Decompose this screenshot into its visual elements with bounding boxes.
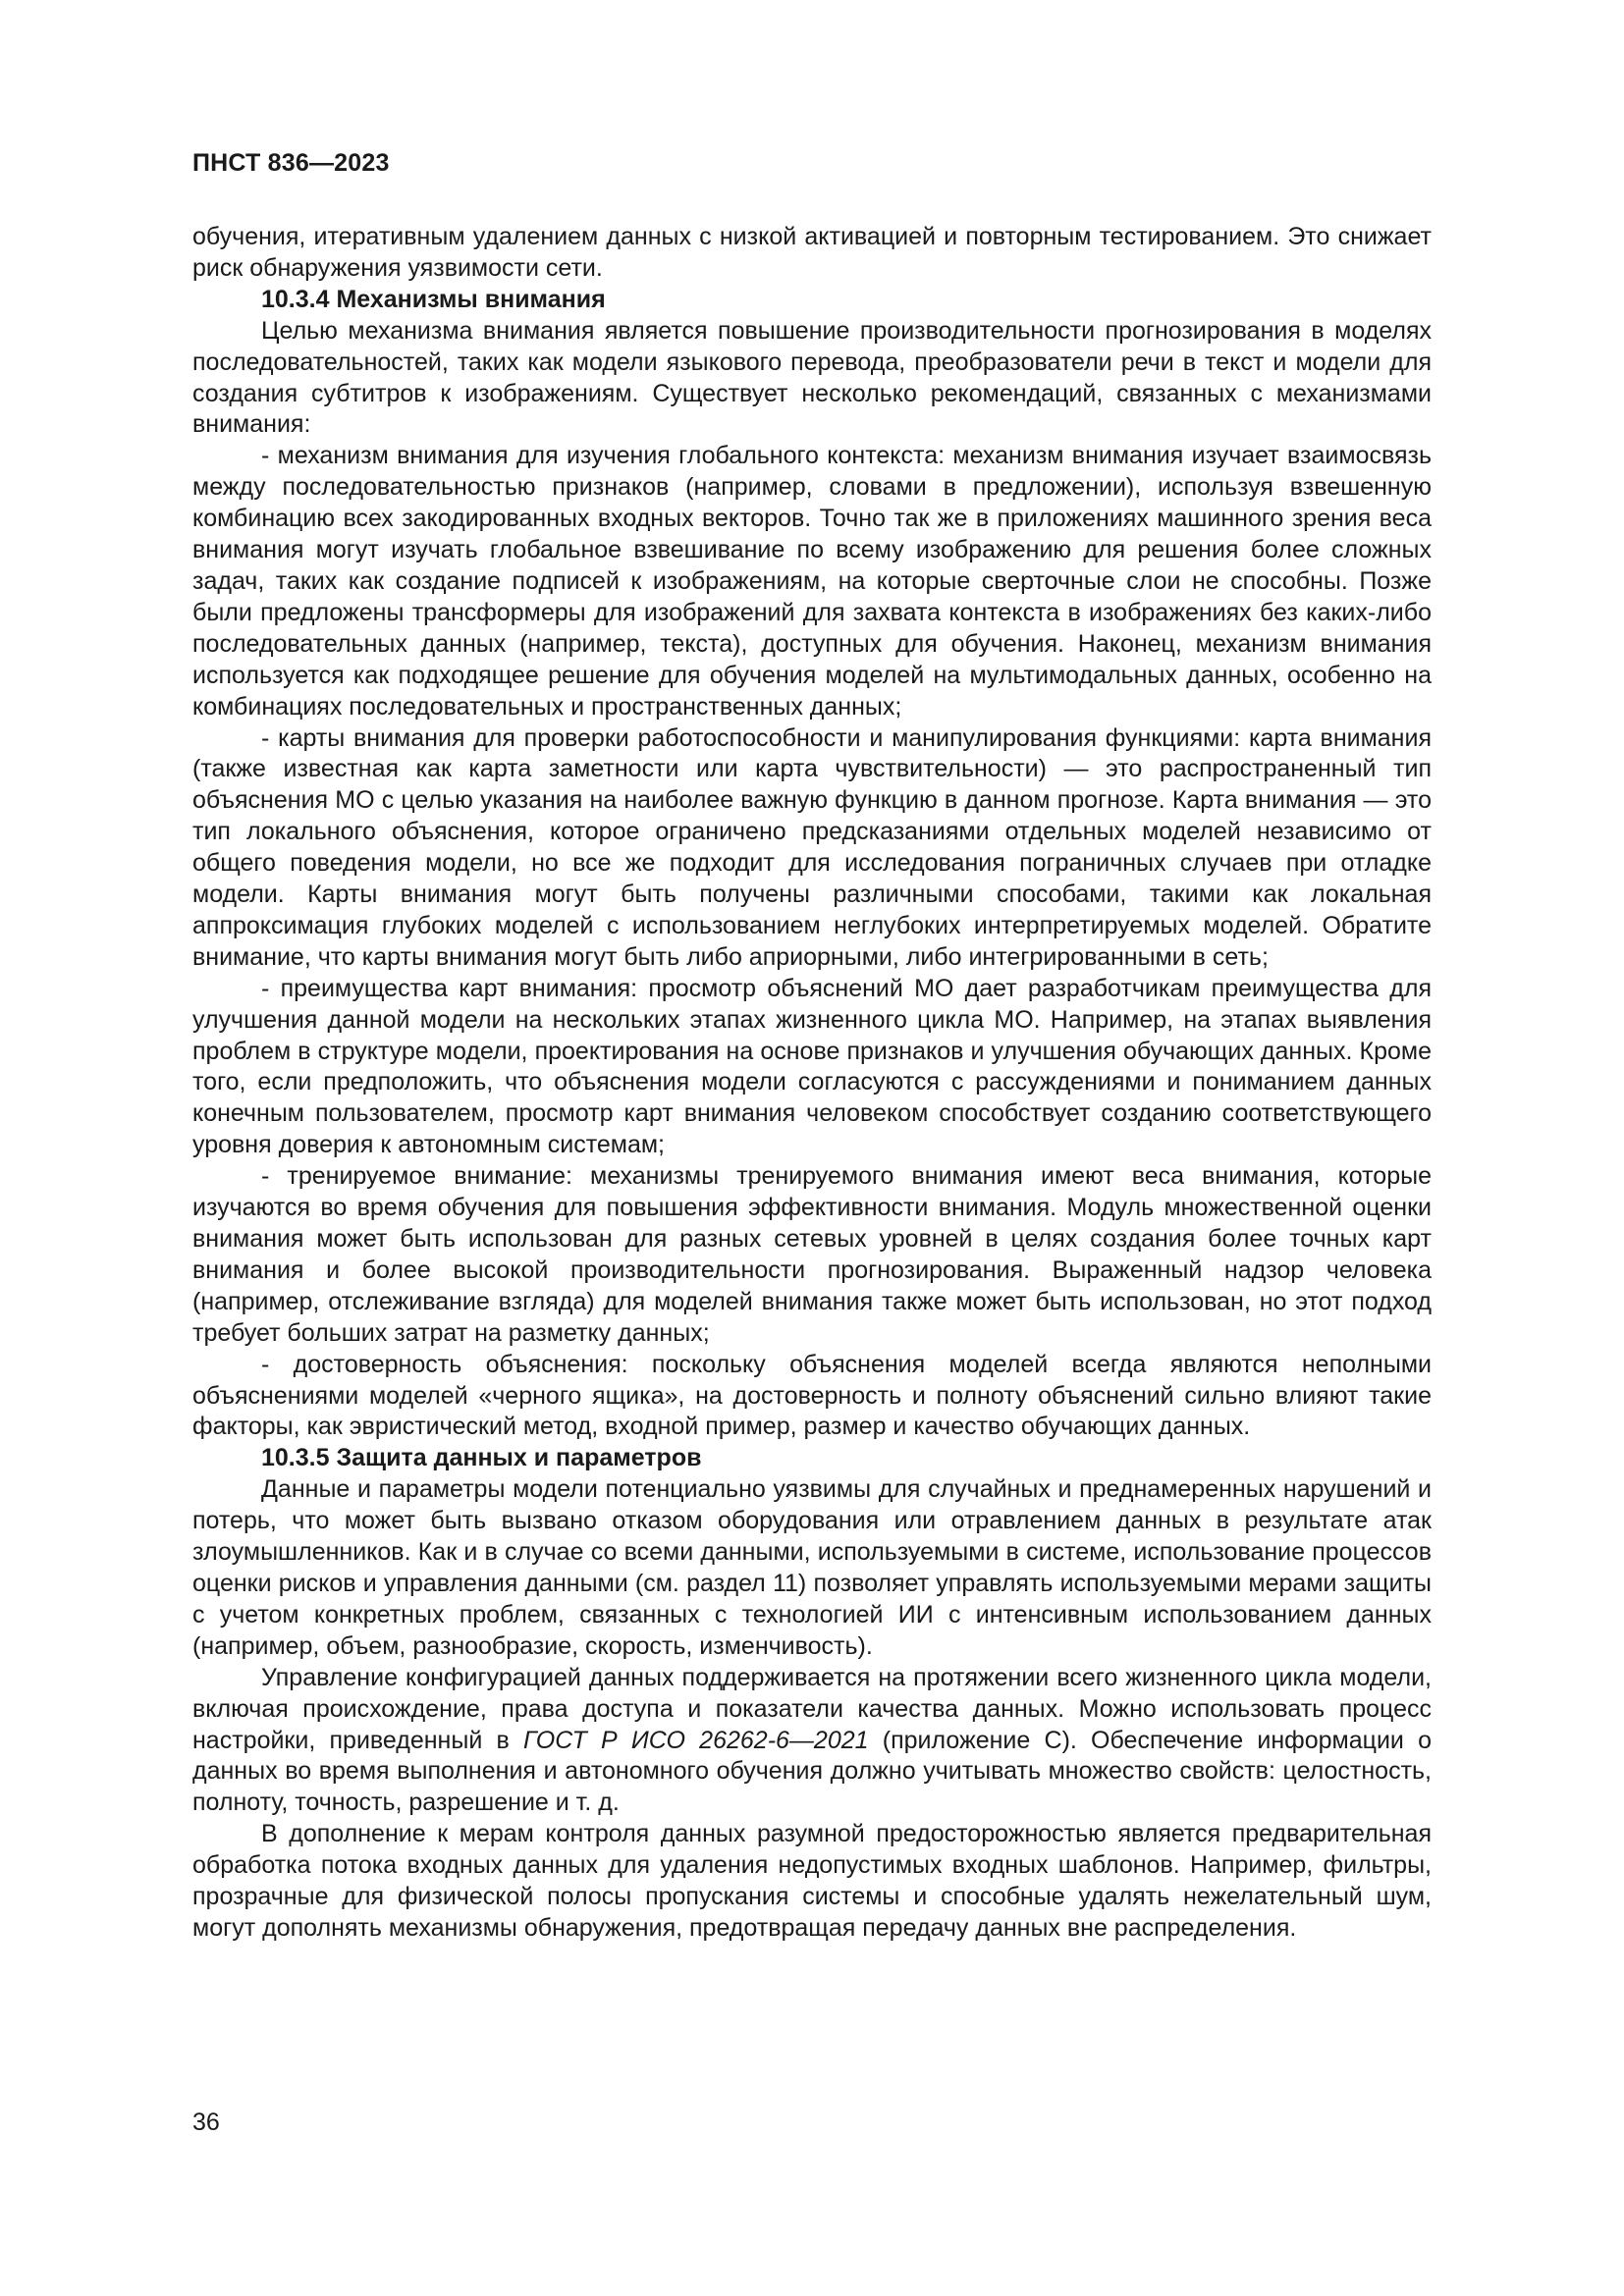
paragraph-input-filtering: В дополнение к мерам контроля данных разумной предосторожностью является предварительная обработка потока входных данных для удаления недопустимых входных шаблонов. Например, фильтры, прозрачные для физической полосы пропускания системы и способные удалять нежелательный шум, могут дополнять механизмы обнаружения, предотвращая передачу данных вне распределения. [192,1820,1432,1942]
list-item-trainable-attention: - тренируемое внимание: механизмы тренируемого внимания имеют веса внимания, которые изучаются во время обучения для повышения эффективности внимания. Модуль множественной оценки внимания может быть использован для разных сетевых уровней в целях создания более точных карт внимания и более высокой производительности прогнозирования. Выраженный надзор человека (например, отслеживание взгляда) для моделей внимания также может быть использован, но этот подход требует больших затрат на разметку данных; [192,1162,1432,1347]
section-heading-data-protection: 10.3.5 Защита данных и параметров [261,1444,702,1472]
paragraph-text: Управление конфигурацией данных поддерживается на протяжении всего жизненного цикла модели, включая происхождение, права доступа и показатели качества данных. Можно использовать процесс настройки, приведенный в [192,1663,1432,1754]
document-body [192,222,1432,1945]
paragraph-text: (приложение С). Обеспечение информации о данных во время выполнения и автономного обучения должно учитывать множество свойств: целостность, полноту, точность, разрешение и т. д. [192,1726,1432,1817]
list-item-attention-maps: - карты внимания для проверки работоспособности и манипулирования функциями: карта внимания (также известная как карта заметности или карта чувствительности) — это распространенный тип объяснения МО с целью указания на наиболее важную функцию в данном прогнозе. Карта внимания — это тип локального объяснения, которое ограничено предсказаниями отдельных моделей независимо от общего поведения модели, но все же подходит для исследования пограничных случаев при отладке модели. Карты внимания могут быть получены различными способами, такими как локальная аппроксимация глубоких моделей с использованием неглубоких интерпретируемых моделей. Обратите внимание, что карты внимания могут быть либо априорными, либо интегрированными в сеть; [192,723,1432,971]
section-heading-attention-mechanisms: 10.3.4 Механизмы внимания [261,285,606,313]
paragraph-attention-intro: Целью механизма внимания является повышение производительности прогнозирования в моделях последовательностей, таких как модели языкового перевода, преобразователи речи в текст и модели для создания субтитров к изображениям. Существует несколько рекомендаций, связанных с механизмами внимания: [192,316,1432,439]
list-item-global-context: - механизм внимания для изучения глобального контекста: механизм внимания изучает взаимосвязь между последовательностью признаков (например, словами в предложении), используя взвешенную комбинацию всех закодированных входных векторов. Точно так же в приложениях машинного зрения веса внимания могут изучать глобальное взвешивание по всему изображению для решения более сложных задач, таких как создание подписей к изображениям, на которые сверточные слои не способны. Позже были предложены трансформеры для изображений для захвата контекста в изображениях без каких-либо последовательных данных (например, текста), доступных для обучения. Наконец, механизм внимания используется как подходящее решение для обучения моделей на мультимодальных данных, особенно на комбинациях последовательных и пространственных данных; [192,442,1432,721]
document-header: ПНСТ 836—2023 [192,149,390,177]
list-item-attention-map-benefits: - преимущества карт внимания: просмотр объяснений МО дает разработчикам преимущества для улучшения данной модели на нескольких этапах жизненного цикла МО. Например, на этапах выявления проблем в структуре модели, проектирования на основе признаков и улучшения обучающих данных. Кроме того, если предположить, что объяснения модели согласуются с рассуждениями и пониманием данных конечным пользователем, просмотр карт внимания человеком способствует созданию соответствующего уровня доверия к автономным системам; [192,974,1432,1159]
paragraph-configuration-management [192,1663,1432,1820]
page-number: 36 [192,2109,220,2136]
standard-reference: ГОСТ Р ИСО 26262-6—2021 [523,1726,869,1754]
list-item-explanation-fidelity: - достоверность объяснения: поскольку объяснения моделей всегда являются неполными объяснениями моделей «черного ящика», на достоверность и полноту объяснений сильно влияют такие факторы, как эвристический метод, входной пример, размер и качество обучающих данных. [192,1350,1432,1441]
paragraph-data-vulnerability: Данные и параметры модели потенциально уязвимы для случайных и преднамеренных нарушений и потерь, что может быть вызвано отказом оборудования или отравлением данных в результате атак злоумышленников. Как и в случае со всеми данными, используемыми в системе, использование процессов оценки рисков и управления данными (см. раздел 11) позволяет управлять используемыми мерами защиты с учетом конкретных проблем, связанных с технологией ИИ с интенсивным использованием данных (например, объем, разнообразие, скорость, изменчивость). [192,1475,1432,1660]
paragraph-continuation: обучения, итеративным удалением данных с низкой активацией и повторным тестированием. Это снижает риск обнаружения уязвимости сети. [192,223,1432,282]
